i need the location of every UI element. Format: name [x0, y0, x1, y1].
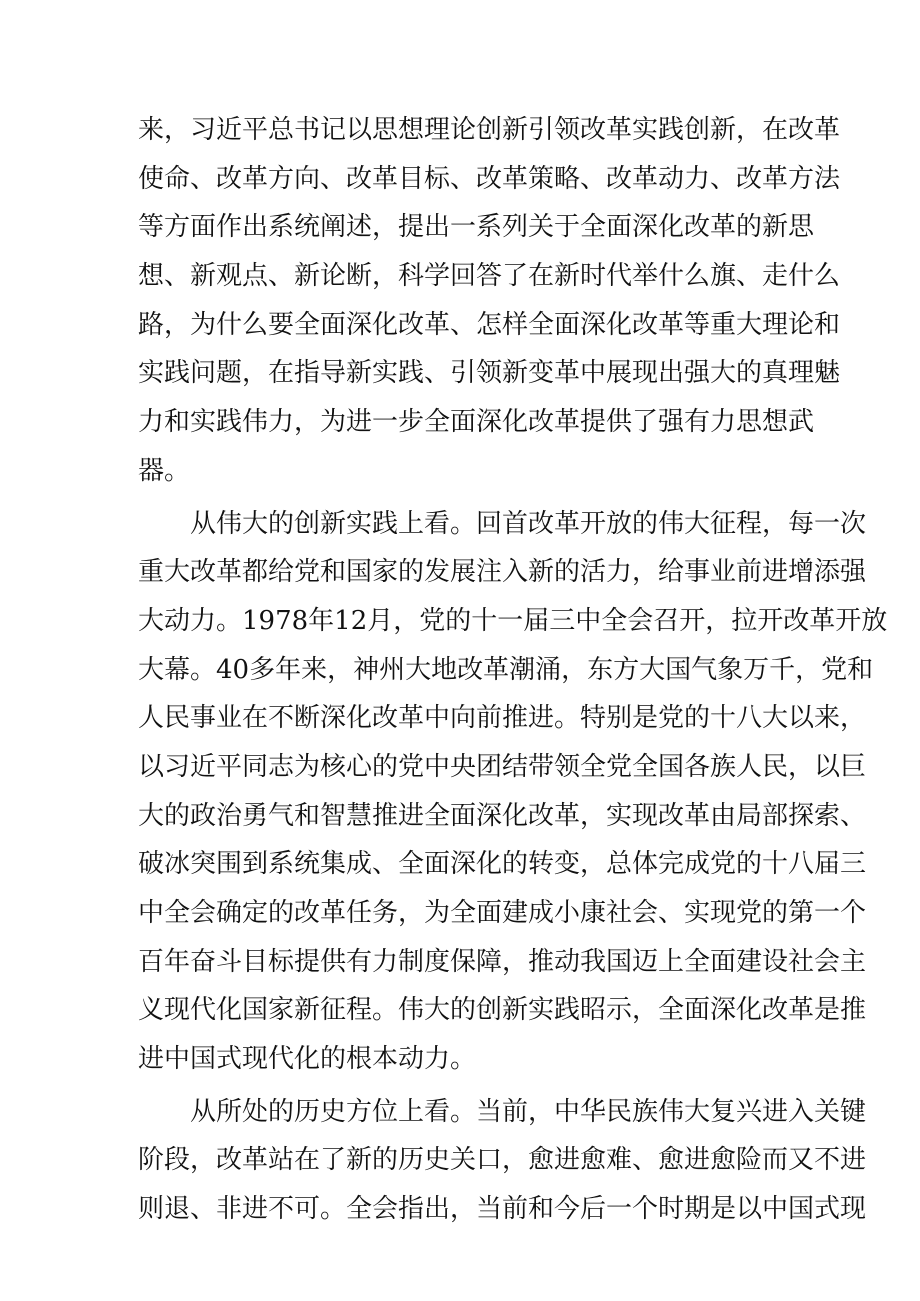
- text-line: 力和实践伟力，为进一步全面深化改革提供了强有力思想武: [138, 407, 815, 438]
- text-line: 等方面作出系统阐述，提出一系列关于全面深化改革的新思: [138, 212, 815, 243]
- text-line: 从伟大的创新实践上看。回首改革开放的伟大征程，每一次: [138, 508, 867, 539]
- text-line: 义现代化国家新征程。伟大的创新实践昭示，全面深化改革是推: [138, 995, 867, 1026]
- text-line: 路，为什么要全面深化改革、怎样全面深化改革等重大理论和: [138, 309, 841, 340]
- text-line: 大动力。1978年12月，党的十一届三中全会召开，拉开改革开放: [138, 605, 888, 636]
- document-body: [138, 106, 888, 1234]
- text-line: 百年奋斗目标提供有力制度保障，推动我国迈上全面建设社会主: [138, 946, 867, 977]
- text-line: 来，习近平总书记以思想理论创新引领改革实践创新，在改革: [138, 115, 841, 145]
- text-line: 中全会确定的改革任务，为全面建成小康社会、实现党的第一个: [138, 898, 867, 928]
- text-line: 大幕。40多年来，神州大地改革潮涌，东方大国气象万千，党和: [138, 654, 874, 685]
- text-line: 想、新观点、新论断，科学回答了在新时代举什么旗、走什么: [138, 261, 841, 292]
- paragraph-3: [138, 1088, 867, 1234]
- text-line: 以习近平同志为核心的党中央团结带领全党全国各族人民，以巨: [138, 751, 867, 782]
- text-line: 则退、非进不可。全会指出，当前和今后一个时期是以中国式现: [138, 1194, 867, 1225]
- text-line: 阶段，改革站在了新的历史关口，愈进愈难、愈进愈险而又不进: [138, 1145, 867, 1176]
- text-line: 进中国式现代化的根本动力。: [138, 1044, 477, 1075]
- text-line: 大的政治勇气和智慧推进全面深化改革，实现改革由局部探索、: [138, 800, 867, 831]
- text-line: 使命、改革方向、改革目标、改革策略、改革动力、改革方法: [138, 163, 841, 194]
- text-line: 从所处的历史方位上看。当前，中华民族伟大复兴进入关键: [138, 1096, 867, 1127]
- text-line: 人民事业在不断深化改革中向前推进。特别是党的十八大以来，: [138, 703, 867, 734]
- text-line: 实践问题，在指导新实践、引领新变革中展现出强大的真理魅: [138, 358, 841, 389]
- text-line: 破冰突围到系统集成、全面深化的转变，总体完成党的十八届三: [138, 849, 867, 880]
- text-line: 器。: [138, 455, 191, 486]
- text-line: 重大改革都给党和国家的发展注入新的活力，给事业前进增添强: [138, 557, 867, 588]
- paragraph-1: [138, 106, 841, 496]
- paragraph-2: [138, 500, 888, 1084]
